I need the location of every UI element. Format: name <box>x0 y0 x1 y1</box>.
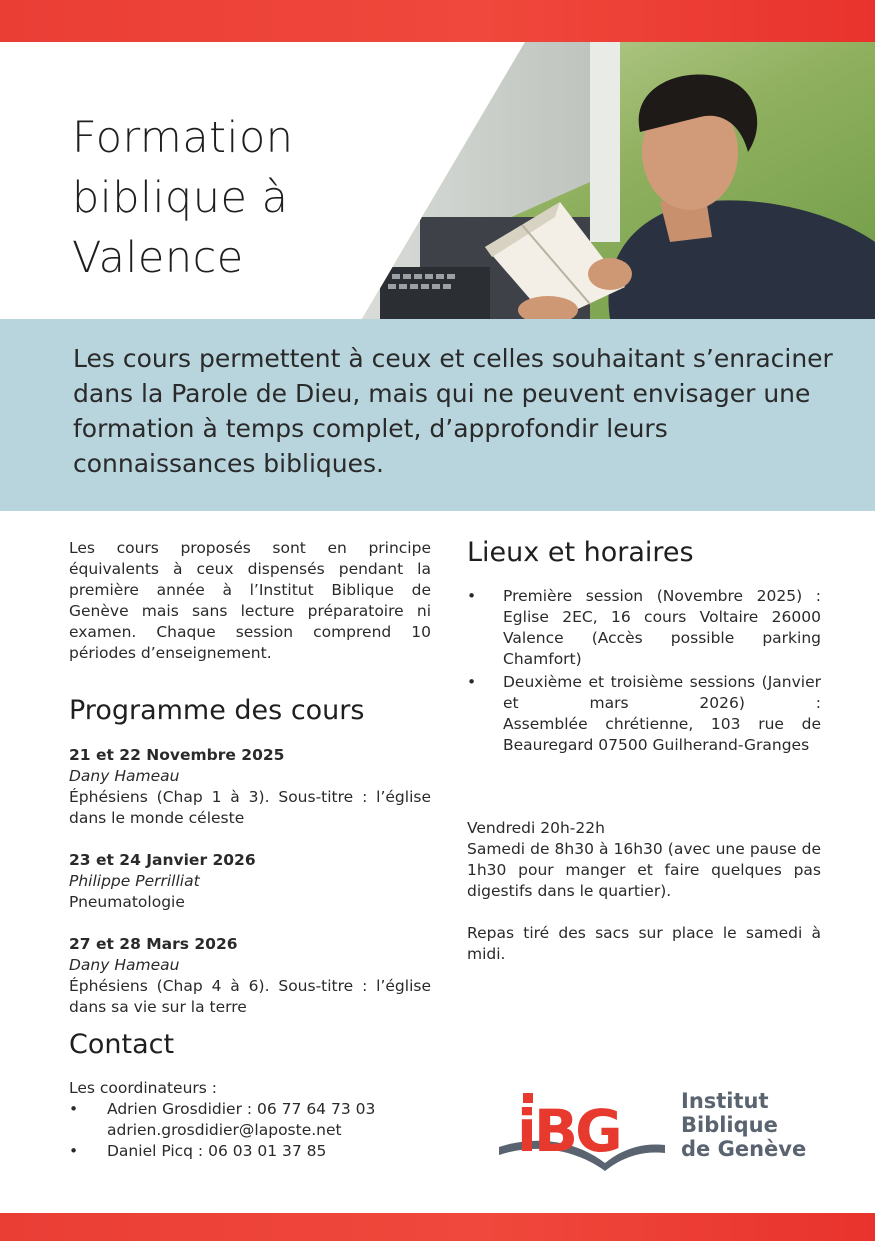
session-topic: Éphésiens (Chap 1 à 3). Sous-titre : l’église dans le monde céleste <box>69 788 431 827</box>
session-topic: Pneumatologie <box>69 893 185 911</box>
intro-paragraph: Les cours proposés sont en principe équivalents à ceux dispensés pendant la première année à l’Institut Biblique de Genève mais sans lecture préparatoire ni examen. Chaque session comprend 10 périodes d’enseignement. <box>69 539 431 662</box>
session-topic: Éphésiens (Chap 4 à 6). Sous-titre : l’église dans sa vie sur la terre <box>69 977 431 1016</box>
contact-block <box>69 1078 449 1162</box>
places-block <box>467 586 821 758</box>
friday-hours: Vendredi 20h-22h <box>467 819 605 837</box>
contact-name-phone: Daniel Picq : 06 03 01 37 85 <box>107 1142 327 1160</box>
place-item <box>467 586 821 670</box>
place-label: • Deuxième et troisième sessions (Janvier et mars 2026) : <box>503 673 821 712</box>
page-title <box>72 108 372 288</box>
title-line: Valence <box>72 233 244 283</box>
contact-name-phone: Adrien Grosdidier : 06 77 64 73 03 <box>107 1100 376 1118</box>
session-date: 21 et 22 Novembre 2025 <box>69 746 285 764</box>
session-speaker: Dany Hameau <box>69 956 180 974</box>
session-item <box>69 850 431 913</box>
programme-heading: Programme des cours <box>69 695 365 726</box>
session-date: 23 et 24 Janvier 2026 <box>69 851 256 869</box>
place-address: Assemblée chrétienne, 103 rue de Beauregard 07500 Guilherand-Granges <box>503 715 821 754</box>
bottom-accent-bar <box>0 1213 875 1241</box>
contact-item <box>69 1099 449 1141</box>
contact-intro: Les coordinateurs : <box>69 1079 217 1097</box>
saturday-hours: Samedi de 8h30 à 16h30 (avec une pause de 1h30 pour manger et faire quelques pas digestifs dans le quartier). <box>467 840 821 900</box>
banner-text: Les cours permettent à ceux et celles souhaitant s’enraciner dans la Parole de Dieu, mais qui ne peuvent envisager une formation à temps complet, d’approfondir leurs connaissances bibliques. <box>73 344 833 478</box>
contact-email[interactable]: adrien.grosdidier@laposte.net <box>107 1121 342 1139</box>
title-line: biblique à <box>72 173 289 223</box>
session-date: 27 et 28 Mars 2026 <box>69 935 238 953</box>
logo-line: Institut <box>681 1089 769 1113</box>
logo-mark-text: iBG <box>517 1097 620 1165</box>
title-line: Formation <box>72 113 294 163</box>
ibg-logo <box>495 1085 815 1180</box>
session-item <box>69 934 431 1018</box>
logo-line: Biblique <box>681 1113 778 1137</box>
place-label: • Première session (Novembre 2025) : <box>503 587 821 605</box>
session-speaker: Philippe Perrilliat <box>69 872 200 890</box>
ibg-logo-mark <box>495 1085 675 1180</box>
lieux-heading: Lieux et horaires <box>467 537 694 568</box>
place-item <box>467 672 821 756</box>
contact-heading: Contact <box>69 1029 175 1060</box>
meal-note: Repas tiré des sacs sur place le samedi à midi. <box>467 924 821 963</box>
contact-list <box>69 1099 449 1162</box>
top-accent-bar <box>0 0 875 42</box>
place-address: Eglise 2EC, 16 cours Voltaire 26000 Valence (Accès possible parking Chamfort) <box>503 608 821 668</box>
session-item <box>69 745 431 829</box>
places-list <box>467 586 821 756</box>
contact-item <box>69 1141 449 1162</box>
session-speaker: Dany Hameau <box>69 767 180 785</box>
logo-line: de Genève <box>681 1137 807 1161</box>
schedule-block <box>467 818 821 965</box>
logo-wordmark <box>681 1089 806 1161</box>
